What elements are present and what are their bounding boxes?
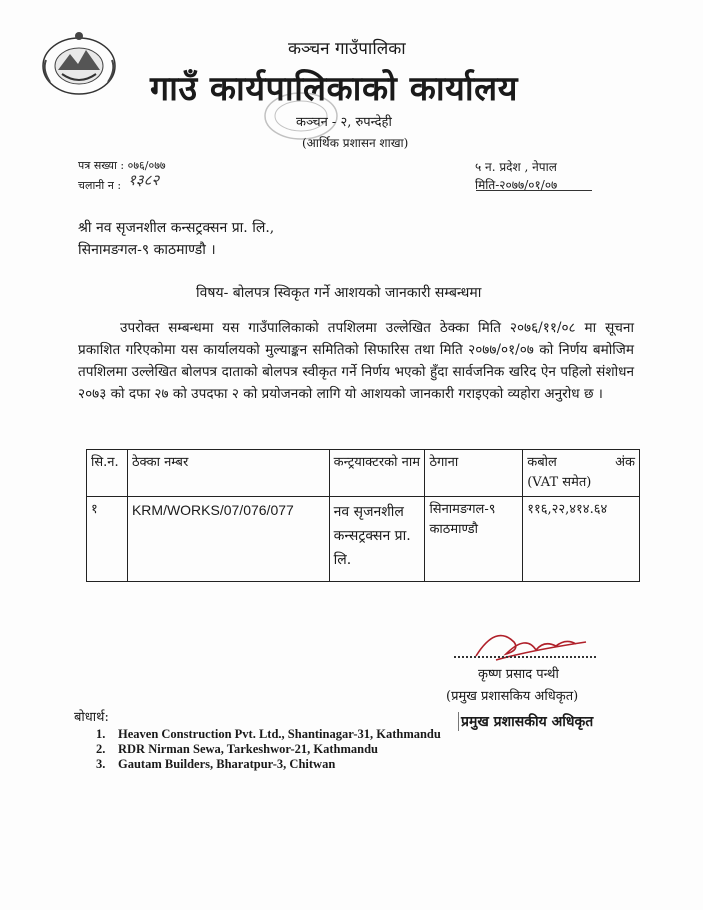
copy-item-number: 3.: [96, 757, 106, 771]
municipality-name: कञ्चन गाउँपालिका: [288, 39, 406, 59]
copy-item-text: RDR Nirman Sewa, Tarkeshwor-21, Kathmandu: [118, 742, 378, 756]
header-amount-label: कबोल: [527, 455, 557, 470]
cell-sn: १: [87, 497, 128, 582]
province: ५ न. प्रदेश , नेपाल: [475, 160, 557, 174]
header-sn: सि.न.: [87, 450, 128, 497]
cell-contract-number: KRM/WORKS/07/076/077: [127, 497, 329, 582]
copy-item: [96, 757, 335, 772]
dispatch-number-label: चलानी न :: [78, 179, 122, 192]
cell-contractor-name: नव सृजनशील कन्सट्रक्सन प्रा. लि.: [329, 497, 425, 582]
signature-line: [454, 656, 596, 658]
copy-item: [96, 727, 441, 742]
recipient-line-2: सिनामङगल-९ काठमाण्डौ ।: [78, 242, 216, 258]
office-branch: (आर्थिक प्रशासन शाखा): [302, 136, 409, 150]
header-contract-number: ठेक्का नम्बर: [127, 450, 329, 497]
copy-item-number: 1.: [96, 727, 106, 741]
copies-label: बोधार्थ:: [74, 710, 109, 725]
recipient-line-1: श्री नव सृजनशील कन्सट्रक्सन प्रा. लि.,: [78, 220, 275, 236]
nepal-emblem-icon: [40, 30, 118, 96]
copy-item-text: Heaven Construction Pvt. Ltd., Shantinagar-31, Kathmandu: [118, 727, 441, 741]
header-address: ठेगाना: [425, 450, 523, 497]
copy-item-number: 2.: [96, 742, 106, 756]
official-stamp: प्रमुख प्रशासकीय अधिकृत: [458, 712, 595, 731]
office-address: कञ्चन - २, रुपन्देही: [296, 115, 392, 130]
letter-body: [78, 317, 634, 405]
cell-address: सिनामङगल-९ काठमाण्डौ: [425, 497, 523, 582]
header-amount-note: (VAT समेत): [527, 475, 592, 490]
table-row: [87, 497, 640, 582]
header-amount-label-right: अंक: [615, 455, 635, 470]
letter-subject: विषय- बोलपत्र स्विकृत गर्ने आशयको जानकारी सम्बन्धमा: [196, 285, 482, 301]
dispatch-number-value: १३८२: [128, 171, 160, 189]
signatory-name: कृष्ण प्रसाद पन्थी: [478, 667, 559, 682]
date-underline: [476, 190, 592, 191]
body-paragraph: उपरोक्त सम्बन्धमा यस गाउँपालिकाको तपशिलमा उल्लेखित ठेक्का मिति २०७६/११/०८ मा सूचना प्रकाशित गरिएकोमा यस कार्यालयको मुल्याङ्कन समितिको सिफारिस तथा मिति २०७७/०१/०७ को निर्णय बमोजिम तपशिलमा उल्लेखित बोलपत्र दाताको बोलपत्र स्वीकृत गर्ने निर्णय भएको हुँदा सार्वजनिक खरिद ऐन पहिलो संशोधन २०७३ को दफा २७ को उपदफा २ को प्रयोजनको लागि यो आशयको जानकारी गराइएको व्यहोरा अनुरोध छ ।: [78, 320, 634, 402]
bid-table: [86, 449, 640, 582]
copy-item: [96, 742, 378, 757]
header-bid-amount: [523, 450, 640, 497]
letter-date: मिति-२०७७/०१/०७: [475, 178, 558, 192]
cell-amount: ११६,२२,४१४.६४: [523, 497, 640, 582]
table-header-row: [87, 450, 640, 497]
office-title: गाउँ कार्यपालिकाको कार्यालय: [150, 69, 518, 109]
copy-item-text: Gautam Builders, Bharatpur-3, Chitwan: [118, 757, 336, 771]
ref-number: पत्र सख्या : ०७६/०७७: [78, 159, 166, 172]
header-contractor-name: कन्ट्रयाक्टरको नाम: [329, 450, 425, 497]
signatory-title: (प्रमुख प्रशासकिय अधिकृत): [446, 689, 579, 704]
